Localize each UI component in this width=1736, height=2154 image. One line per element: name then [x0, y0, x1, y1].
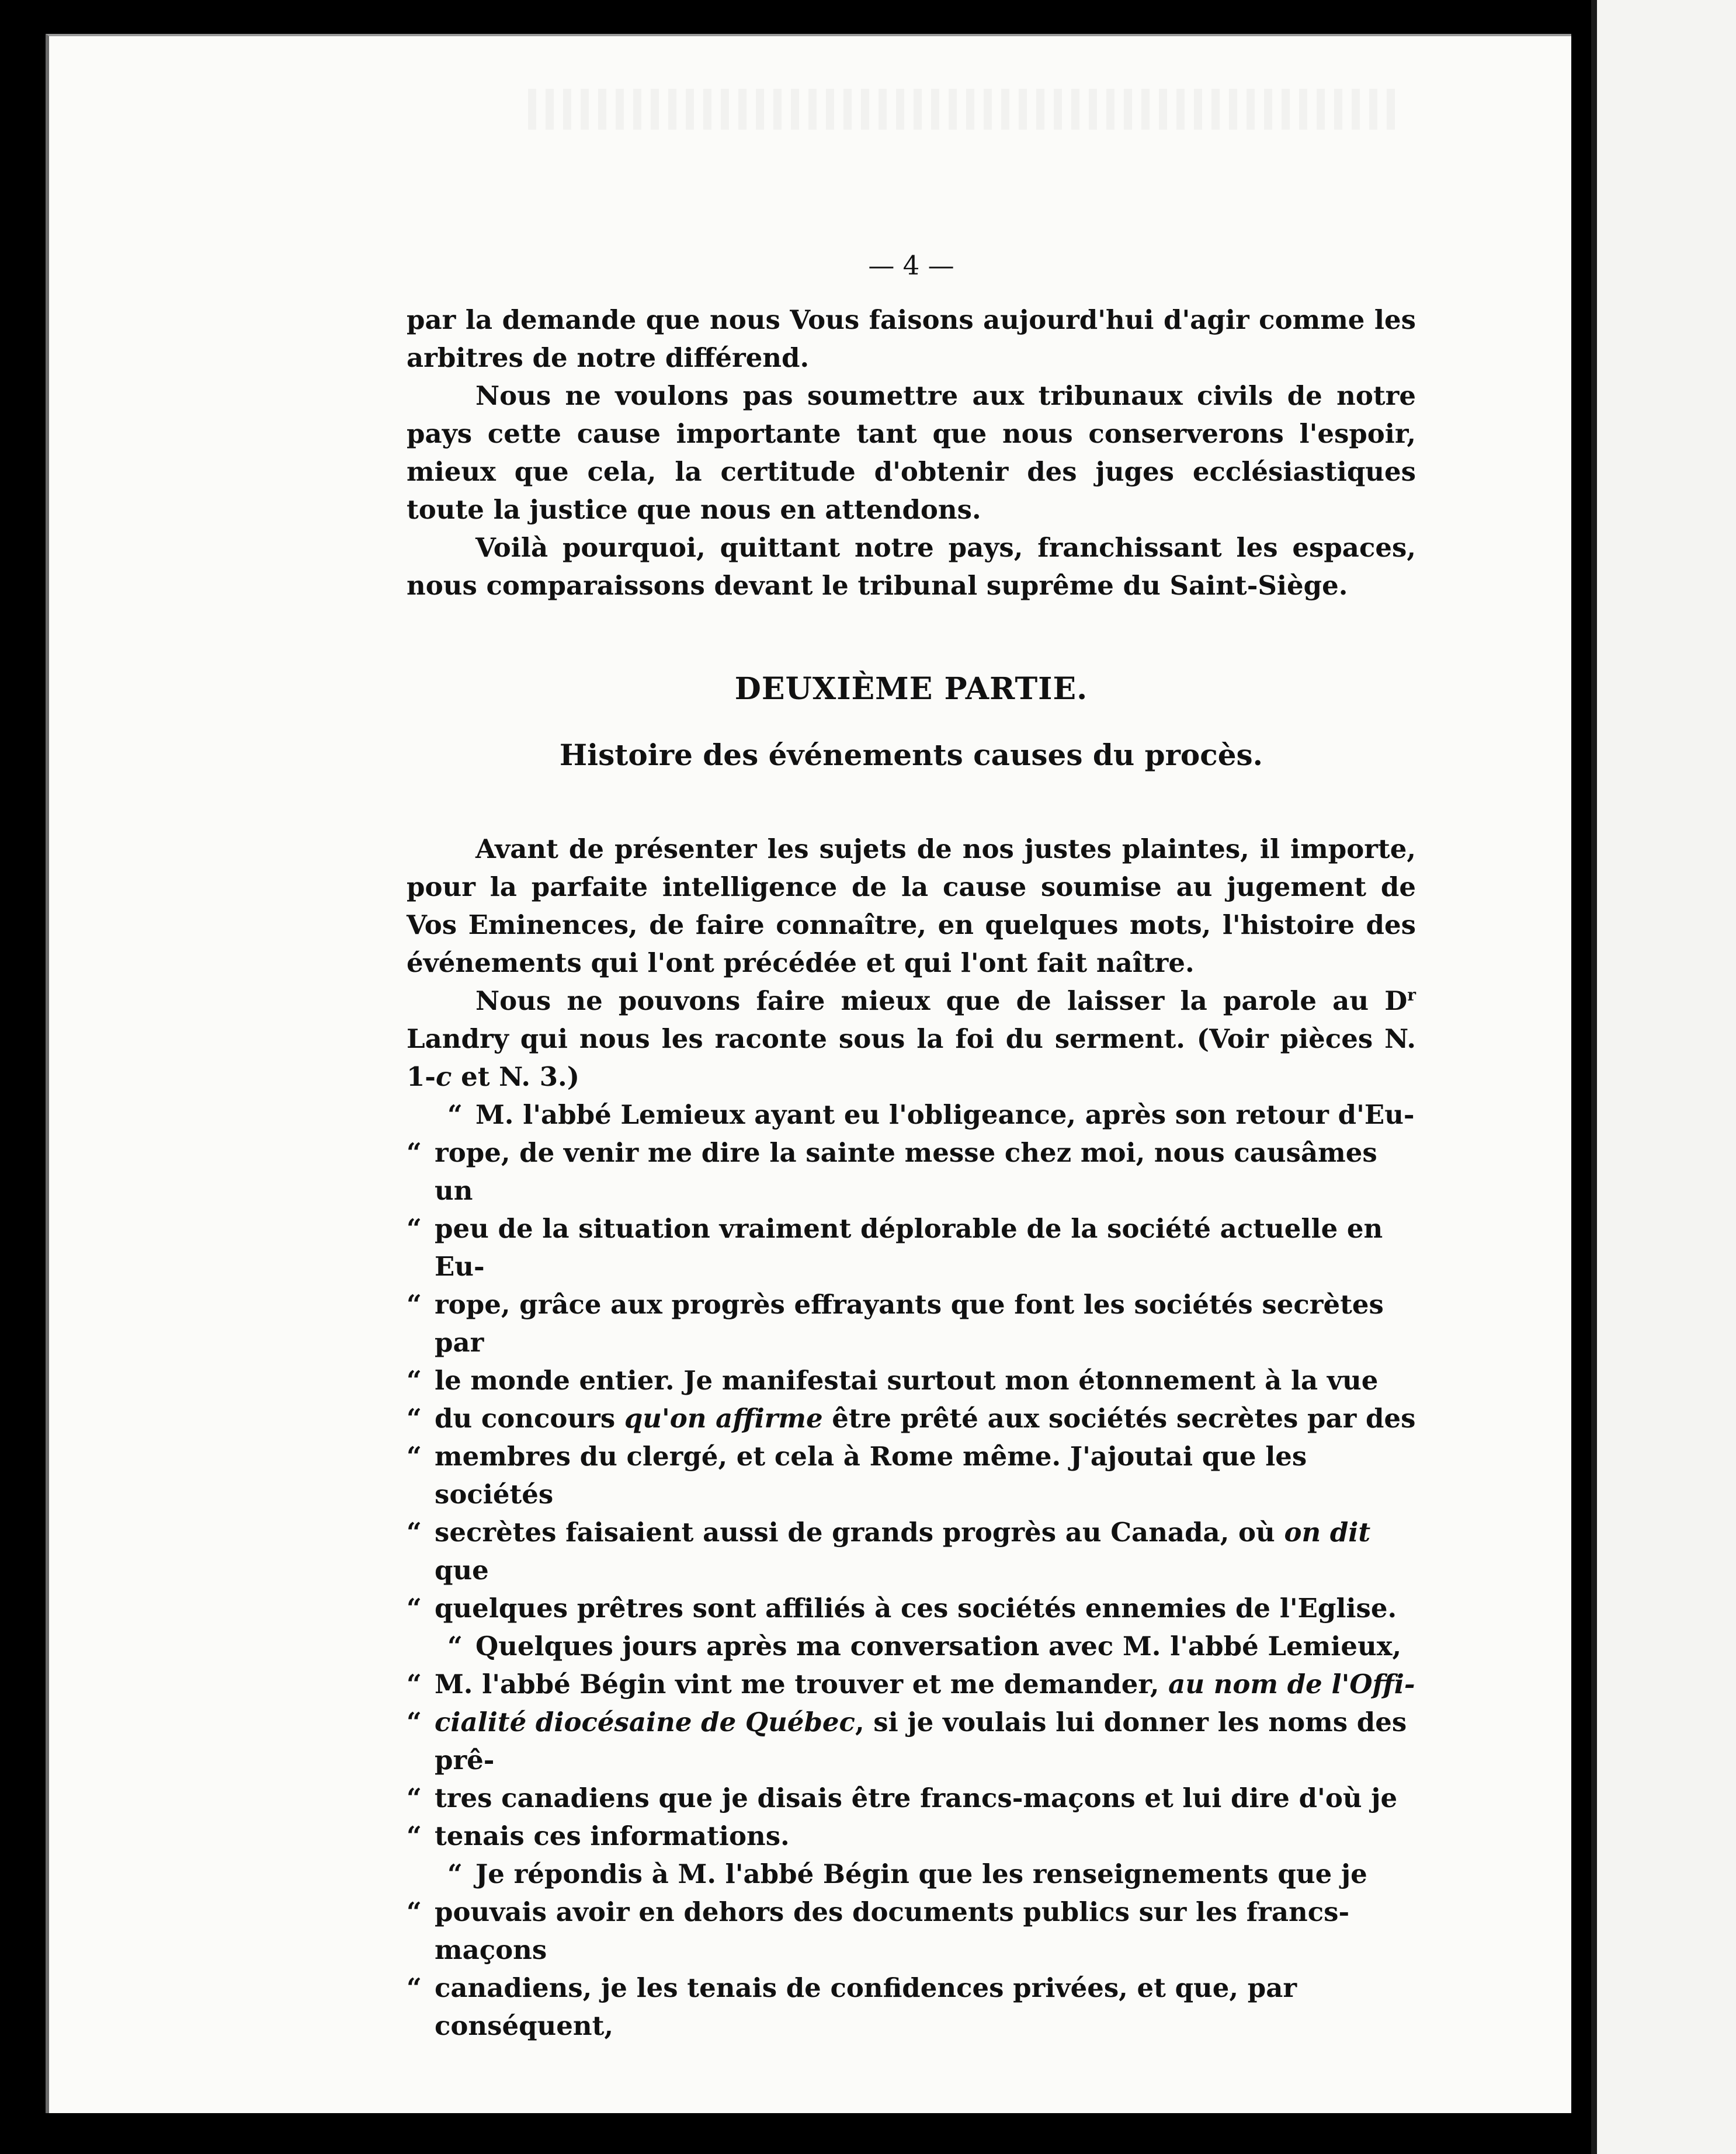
landry-intro-paragraph: Nous ne pouvons faire mieux que de laisser la parole au $D^r$ Landry qui nous les raconte sous la foi du serment. (Voir pièces N. 1-c et N. 3.): [407, 985, 1416, 1092]
testimony-quote-1: [407, 1096, 1416, 1627]
part-title: DEUXIÈME PARTIE.: [734, 671, 1088, 707]
quote-mark: “: [407, 1517, 422, 1548]
section-subtitle: Histoire des événements causes du procès.: [559, 738, 1263, 772]
intro-paragraph: Nous ne voulons pas soumettre aux tribunaux civils de notre pays cette cause importante tant que nous conserverons l'espoir, mieux que cela, la certitude d'obtenir des juges ecclésiastiques toute la justice que nous en attendons.: [407, 380, 1416, 525]
quote-line: “ tres canadiens que je disais être francs-maçons et lui dire d'où je: [407, 1779, 1416, 1817]
show-through-text: [528, 89, 1404, 130]
superscript-r: r: [1407, 985, 1416, 1005]
page-number: — 4 —: [868, 250, 954, 281]
quote-line: “ quelques prêtres sont affiliés à ces sociétés ennemies de l'Eglise.: [407, 1589, 1416, 1627]
quote-mark: “: [407, 1441, 422, 1472]
quote-line: “ le monde entier. Je manifestai surtout mon étonnement à la vue: [407, 1361, 1416, 1399]
quote-line: “ du concours qu'on affirme être prêté aux sociétés secrètes par des: [407, 1399, 1416, 1437]
quote-line: “ canadiens, je les tenais de confidences privées, et que, par conséquent,: [407, 1969, 1416, 2045]
quote-mark: “: [407, 1137, 422, 1168]
quote-line: “ secrètes faisaient aussi de grands progrès au Canada, où on dit que: [407, 1513, 1416, 1589]
quote-mark: “: [407, 1403, 422, 1434]
quote-line: “ cialité diocésaine de Québec, si je voulais lui donner les noms des prê-: [407, 1703, 1416, 1779]
quote-mark: “: [407, 1972, 422, 2003]
intro-paragraph: par la demande que nous Vous faisons aujourd'hui d'agir comme les arbitres de notre différend.: [407, 304, 1416, 373]
quote-mark: “: [407, 1365, 422, 1396]
testimony-quote-2: [407, 1627, 1416, 1855]
adjacent-page-edge: [1591, 0, 1736, 2154]
quote-line: “ M. l'abbé Bégin vint me trouver et me demander, au nom de l'Offi-: [407, 1665, 1416, 1703]
quote-mark: “: [407, 1821, 422, 1851]
quote-mark: “: [447, 1631, 463, 1662]
intro-paragraph: Voilà pourquoi, quittant notre pays, franchissant les espaces, nous comparaissons devant le tribunal suprême du Saint-Siège.: [407, 532, 1416, 601]
quote-mark: “: [447, 1099, 463, 1130]
quote-mark: “: [407, 1783, 422, 1813]
quote-mark: “: [447, 1858, 463, 1889]
quote-line: “ rope, de venir me dire la sainte messe chez moi, nous causâmes un: [407, 1134, 1416, 1210]
testimony-quote-3: [407, 1855, 1416, 2045]
quote-mark: “: [407, 1707, 422, 1738]
document-page: [46, 34, 1571, 2113]
quote-line: “ rope, grâce aux progrès effrayants que font les sociétés secrètes par: [407, 1286, 1416, 1361]
quote-line: “ Je répondis à M. l'abbé Bégin que les renseignements que je: [407, 1855, 1416, 1893]
quote-line: “ Quelques jours après ma conversation avec M. l'abbé Lemieux,: [407, 1627, 1416, 1665]
quote-line: “ M. l'abbé Lemieux ayant eu l'obligeance, après son retour d'Eu-: [407, 1096, 1416, 1134]
quote-line: “ peu de la situation vraiment déplorable de la société actuelle en Eu-: [407, 1210, 1416, 1286]
quote-line: “ tenais ces informations.: [407, 1817, 1416, 1855]
body-paragraph: Avant de présenter les sujets de nos justes plaintes, il importe, pour la parfaite intelligence de la cause soumise au jugement de Vos Eminences, de faire connaître, en quelques mots, l'histoire des événements qui l'ont précédée et qui l'ont fait naître.: [407, 833, 1416, 978]
quote-line: “ membres du clergé, et cela à Rome même. J'ajoutai que les sociétés: [407, 1437, 1416, 1513]
quote-mark: “: [407, 1669, 422, 1700]
quote-mark: “: [407, 1593, 422, 1624]
quote-mark: “: [407, 1896, 422, 1927]
quote-line: “ pouvais avoir en dehors des documents publics sur les francs-maçons: [407, 1893, 1416, 1969]
quote-mark: “: [407, 1289, 422, 1320]
quote-mark: “: [407, 1213, 422, 1244]
page-content: [407, 217, 1416, 2045]
